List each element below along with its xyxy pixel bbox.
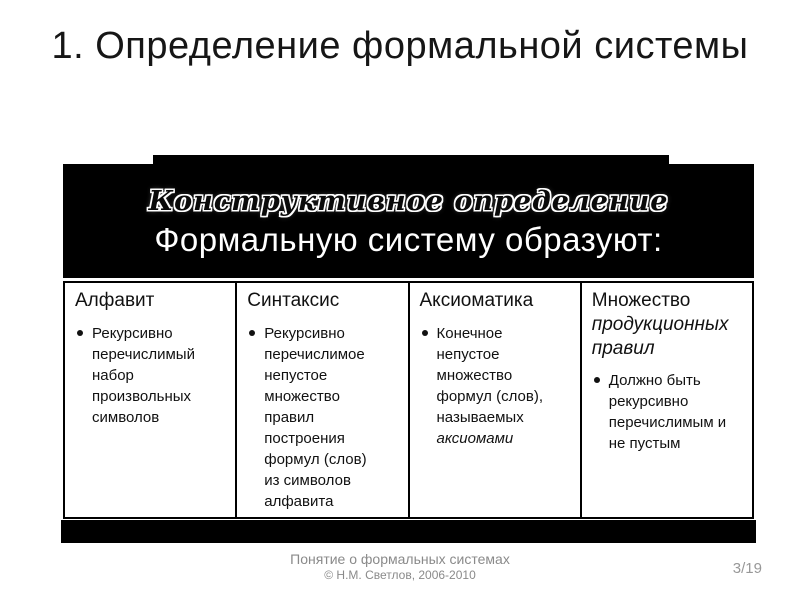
column-production-rules: [580, 281, 754, 519]
bullet-text: [264, 323, 382, 512]
bullet-text-main: Рекурсивно перечислимое непустое множество правил построения формул (слов) из символов алфавита: [264, 324, 367, 510]
bullet-text: [437, 323, 555, 449]
column-header: [420, 289, 570, 313]
definition-header-block: [63, 164, 754, 278]
bullet-icon: [249, 330, 255, 336]
bottom-black-bar: [61, 520, 756, 543]
bullet-item: [592, 370, 742, 454]
slide-title: 1. Определение формальной системы: [51, 25, 749, 67]
column-header: [75, 289, 225, 313]
bullet-text-main: Должно быть рекурсивно перечислимым и не пустым: [608, 372, 727, 453]
bullet-text: [609, 370, 727, 454]
column-syntax: [235, 281, 409, 519]
page-number: 3/19: [732, 560, 762, 577]
bullet-icon: [422, 330, 428, 336]
bullet-icon: [77, 330, 83, 336]
footer-course-title: Понятие о формальных системах: [290, 551, 510, 567]
bullet-text-main: Конечное непустое множество формул (слов), называемых: [436, 324, 543, 426]
column-header: [247, 289, 397, 313]
constructive-definition-label: Конструктивное определение: [148, 185, 669, 217]
column-header-text: Аксиоматика: [419, 290, 534, 311]
bullet-item: [247, 323, 397, 512]
column-header: [592, 289, 742, 360]
bullet-item: [420, 323, 570, 449]
formal-system-header: Формальную систему образуют:: [154, 220, 663, 258]
column-header-text: Синтаксис: [247, 290, 340, 311]
bullet-text-italic: аксиомами: [436, 429, 514, 447]
column-header-text: Алфавит: [75, 290, 155, 311]
bullet-text: [92, 323, 210, 428]
column-header-italic-text: продукционных правил: [591, 313, 729, 359]
definition-table: [63, 281, 754, 519]
footer-copyright: © Н.М. Светлов, 2006-2010: [324, 567, 476, 582]
column-header-text: Множество: [591, 290, 691, 311]
bullet-text-main: Рекурсивно перечислимый набор произвольных символов: [92, 324, 195, 426]
slide-footer: [0, 551, 800, 583]
column-axiomatics: [408, 281, 582, 519]
bullet-item: [75, 323, 225, 428]
bullet-icon: [594, 377, 600, 383]
column-alphabet: [63, 281, 237, 519]
